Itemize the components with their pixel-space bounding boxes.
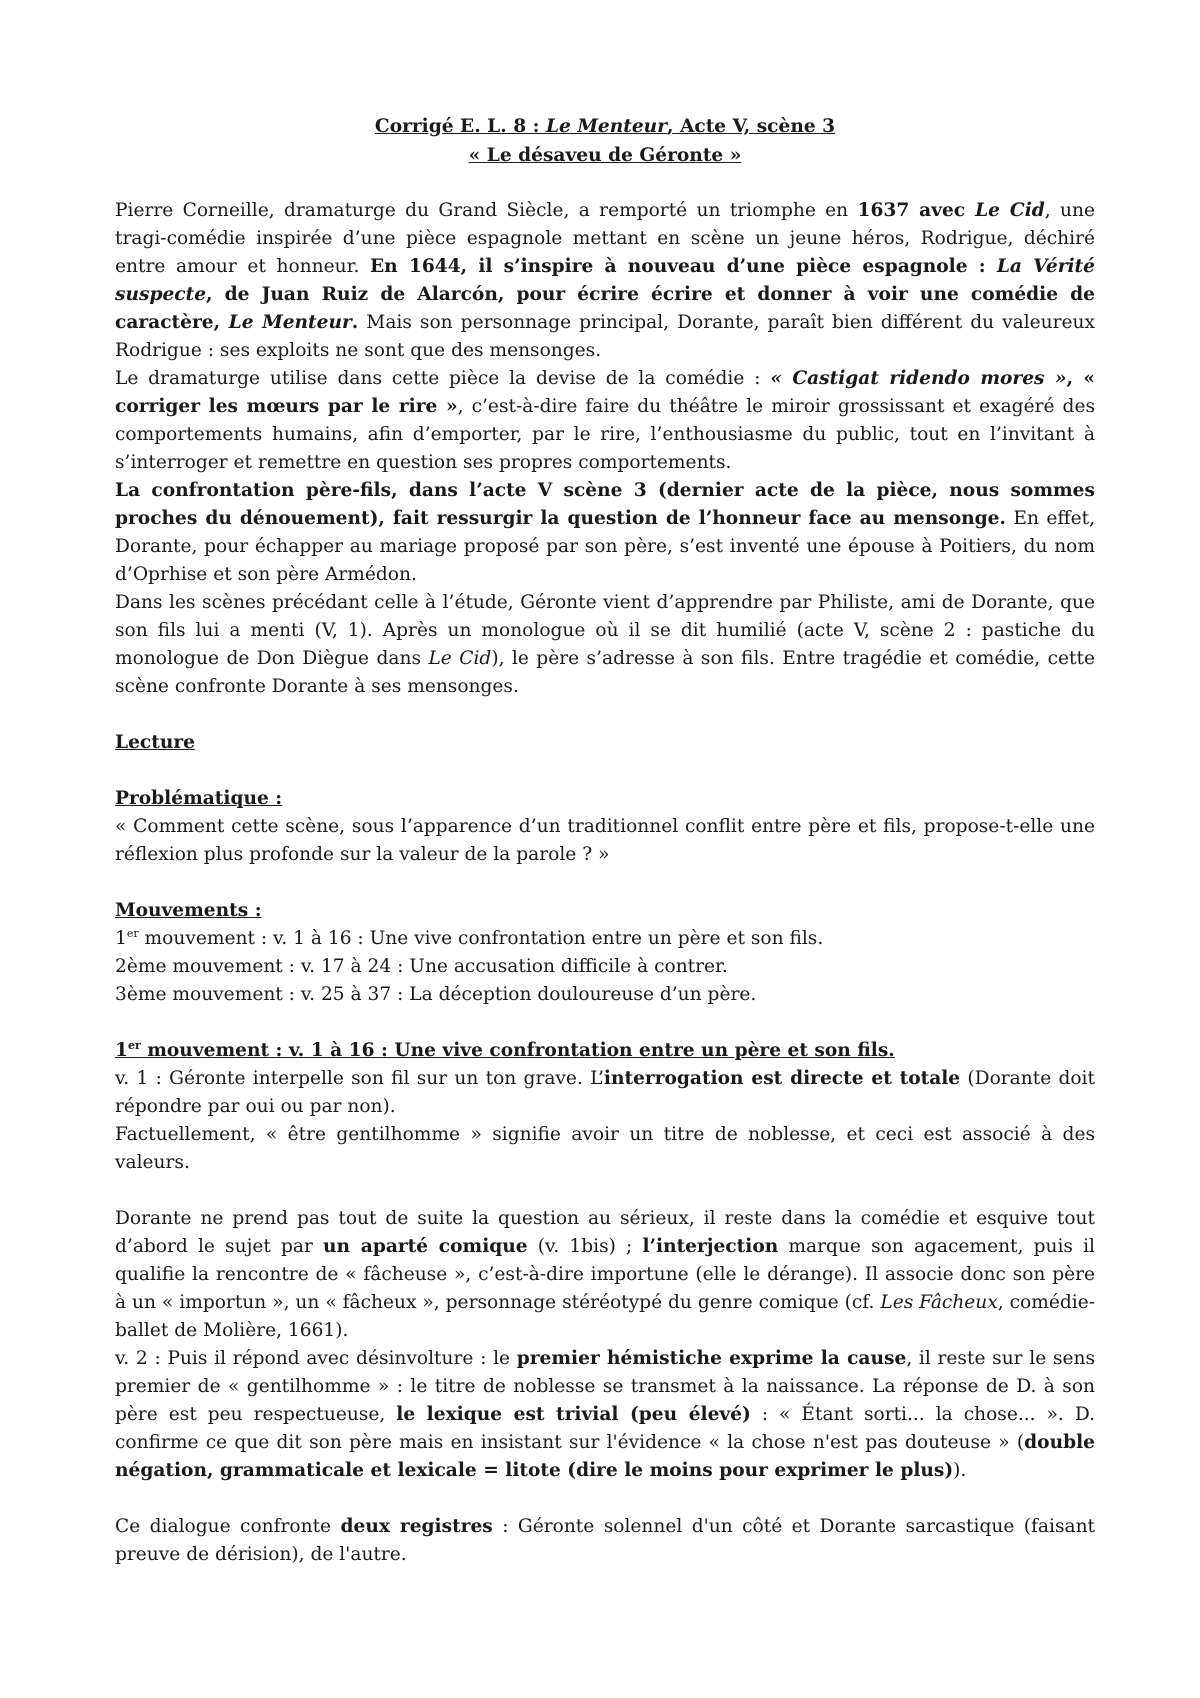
text-run: 1: [115, 928, 127, 949]
text-run: Dans les scènes précédant celle à l’étude, Géronte vient d’apprendre par Philiste, ami de Dorante, que son fils lui a menti (V, 1). Après un monologue où il se dit humilié (acte V, scène 2 : pastiche du monologue de Don Diègue dans: [115, 592, 1095, 669]
text-run: (Dorante doit répondre par oui ou par non).: [115, 1068, 1095, 1117]
bold-run: En 1644, il s’inspire à nouveau d’une pièce espagnole :: [370, 256, 997, 277]
bold-run: « corriger les mœurs par le rire »: [115, 368, 1095, 417]
section-heading-lecture: Lecture: [115, 732, 195, 753]
text-run: ), le père s’adresse à son fils. Entre tragédie et comédie, cette scène confronte Dorante à ses mensonges.: [115, 648, 1095, 697]
analysis-paragraph: [115, 1345, 1095, 1485]
text-run: marque son agacement, puis il qualifie la rencontre de « fâcheuse », c’est-à-dire importune (elle le dérange). Il associe donc son père à un « importun », un « fâcheux », personnage stéréotypé du genre comique (cf.: [115, 1236, 1096, 1313]
text-run: 1: [115, 1040, 128, 1061]
bold-run: double négation, grammaticale et lexicale = litote (dire le moins pour exprimer le plus): [115, 1432, 1095, 1481]
mouvement-item: [115, 925, 1095, 953]
bold-run: .: [351, 312, 359, 333]
text-run: , une tragi-comédie inspirée d’une pièce espagnole mettant en scène un jeune héros, Rodrigue, déchiré entre amour et honneur.: [115, 200, 1095, 277]
title-part: , Acte V, scène 3: [667, 116, 836, 137]
text-run: En effet, Dorante, pour échapper au mariage proposé par son père, s’est inventé une épouse à Poitiers, du nom d’Oprhise et son père Armédon.: [115, 508, 1095, 585]
analysis-paragraph: [115, 1513, 1095, 1569]
text-run: Pierre Corneille, dramaturge du Grand Siècle, a remporté un triomphe en: [115, 200, 858, 221]
document-page: [115, 112, 1095, 1569]
analysis-paragraph: [115, 1205, 1095, 1345]
mouvement-item: 3ème mouvement : v. 25 à 37 : La déception douloureuse d’un père.: [115, 984, 757, 1005]
section-heading-mouvement-1: [115, 1037, 1095, 1065]
text-run: v. 2 : Puis il répond avec désinvolture : le: [115, 1348, 517, 1369]
bold-run: le lexique est trivial (peu élevé): [396, 1404, 751, 1425]
bold-run: , de Juan Ruiz de Alarcón, pour écrire écrire et donner à voir une comédie de caractère,: [115, 284, 1095, 333]
bold-run: un aparté comique: [323, 1236, 528, 1257]
section-heading-mouvements: Mouvements :: [115, 900, 262, 921]
superscript: er: [126, 926, 139, 940]
superscript: er: [127, 1038, 141, 1052]
title-work: Le Menteur: [545, 116, 667, 137]
italic-run: Les Fâcheux: [880, 1292, 998, 1313]
italic-run: Le Menteur: [228, 312, 352, 333]
text-run: : « Étant sorti... la chose... ». D. confirme ce que dit son père mais en insistant sur l'évidence « la chose n'est pas douteuse » (: [115, 1404, 1095, 1453]
text-run: mouvement : v. 1 à 16 : Une vive confrontation entre un père et son fils.: [140, 1040, 895, 1061]
intro-paragraph: [115, 197, 1095, 365]
analysis-paragraph: [115, 1065, 1095, 1121]
text-run: : Géronte solennel d'un côté et Dorante sarcastique (faisant preuve de dérision), de l'autre.: [115, 1516, 1096, 1565]
text-run: mouvement : v. 1 à 16 : Une vive confrontation entre un père et son fils.: [138, 928, 824, 949]
bold-run: deux registres: [340, 1516, 493, 1537]
italic-run: La Vérité suspecte: [115, 256, 1095, 305]
problematique-text: « Comment cette scène, sous l’apparence d’un traditionnel conflit entre père et fils, propose-t-elle une réflexion plus profonde sur la valeur de la parole ? »: [115, 816, 1095, 865]
bold-run: premier hémistiche exprime la cause: [516, 1348, 907, 1369]
intro-paragraph: [115, 589, 1095, 701]
text-run: , il reste sur le sens premier de « gentilhomme » : le titre de noblesse se transmet à la naissance. La réponse de D. à son père est peu respectueuse,: [115, 1348, 1096, 1425]
mouvement-item: 2ème mouvement : v. 17 à 24 : Une accusation difficile à contrer.: [115, 956, 728, 977]
intro-paragraph: [115, 477, 1095, 589]
text-run: Dorante ne prend pas tout de suite la question au sérieux, il reste dans la comédie et esquive tout d’abord le sujet par: [115, 1208, 1095, 1257]
bold-run: La confrontation père-fils, dans l’acte V scène 3 (dernier acte de la pièce, nous sommes proches du dénouement), fait ressurgir la question de l’honneur face au mensonge.: [115, 480, 1095, 529]
italic-run: Le Cid: [428, 648, 492, 669]
italic-run: « Castigat ridendo mores »: [770, 368, 1067, 389]
bold-run: l’interjection: [642, 1236, 779, 1257]
text-run: , c’est-à-dire faire du théâtre le miroir grossissant et exagéré des comportements humains, afin d’emporter, par le rire, l’enthousiasme du public, tout en l’invitant à s’interroger et remettre en question ses propres comportements.: [115, 396, 1095, 473]
bold-run: interrogation est directe et totale: [603, 1068, 961, 1089]
text-run: Le dramaturge utilise dans cette pièce la devise de la comédie :: [115, 368, 771, 389]
section-heading-problematique: Problématique :: [115, 788, 283, 809]
text-run: Ce dialogue confronte: [115, 1516, 341, 1537]
text-run: (v. 1bis) ;: [527, 1236, 643, 1257]
analysis-paragraph: Factuellement, « être gentilhomme » signifie avoir un titre de noblesse, et ceci est associé à des valeurs.: [115, 1124, 1095, 1173]
text-run: , comédie-ballet de Molière, 1661).: [115, 1292, 1096, 1341]
bold-run: 1637 avec: [857, 200, 976, 221]
title-part: Corrigé E. L. 8 :: [374, 116, 546, 137]
italic-run: Le Cid: [975, 200, 1045, 221]
document-title: [115, 112, 1095, 141]
document-subtitle: « Le désaveu de Géronte »: [468, 145, 742, 166]
text-run: Mais son personnage principal, Dorante, paraît bien différent du valeureux Rodrigue : ses exploits ne sont que des mensonges.: [115, 312, 1095, 361]
intro-paragraph: [115, 365, 1095, 477]
bold-run: ,: [1066, 368, 1084, 389]
text-run: ).: [953, 1460, 967, 1481]
text-run: v. 1 : Géronte interpelle son fil sur un ton grave. L’: [115, 1068, 604, 1089]
